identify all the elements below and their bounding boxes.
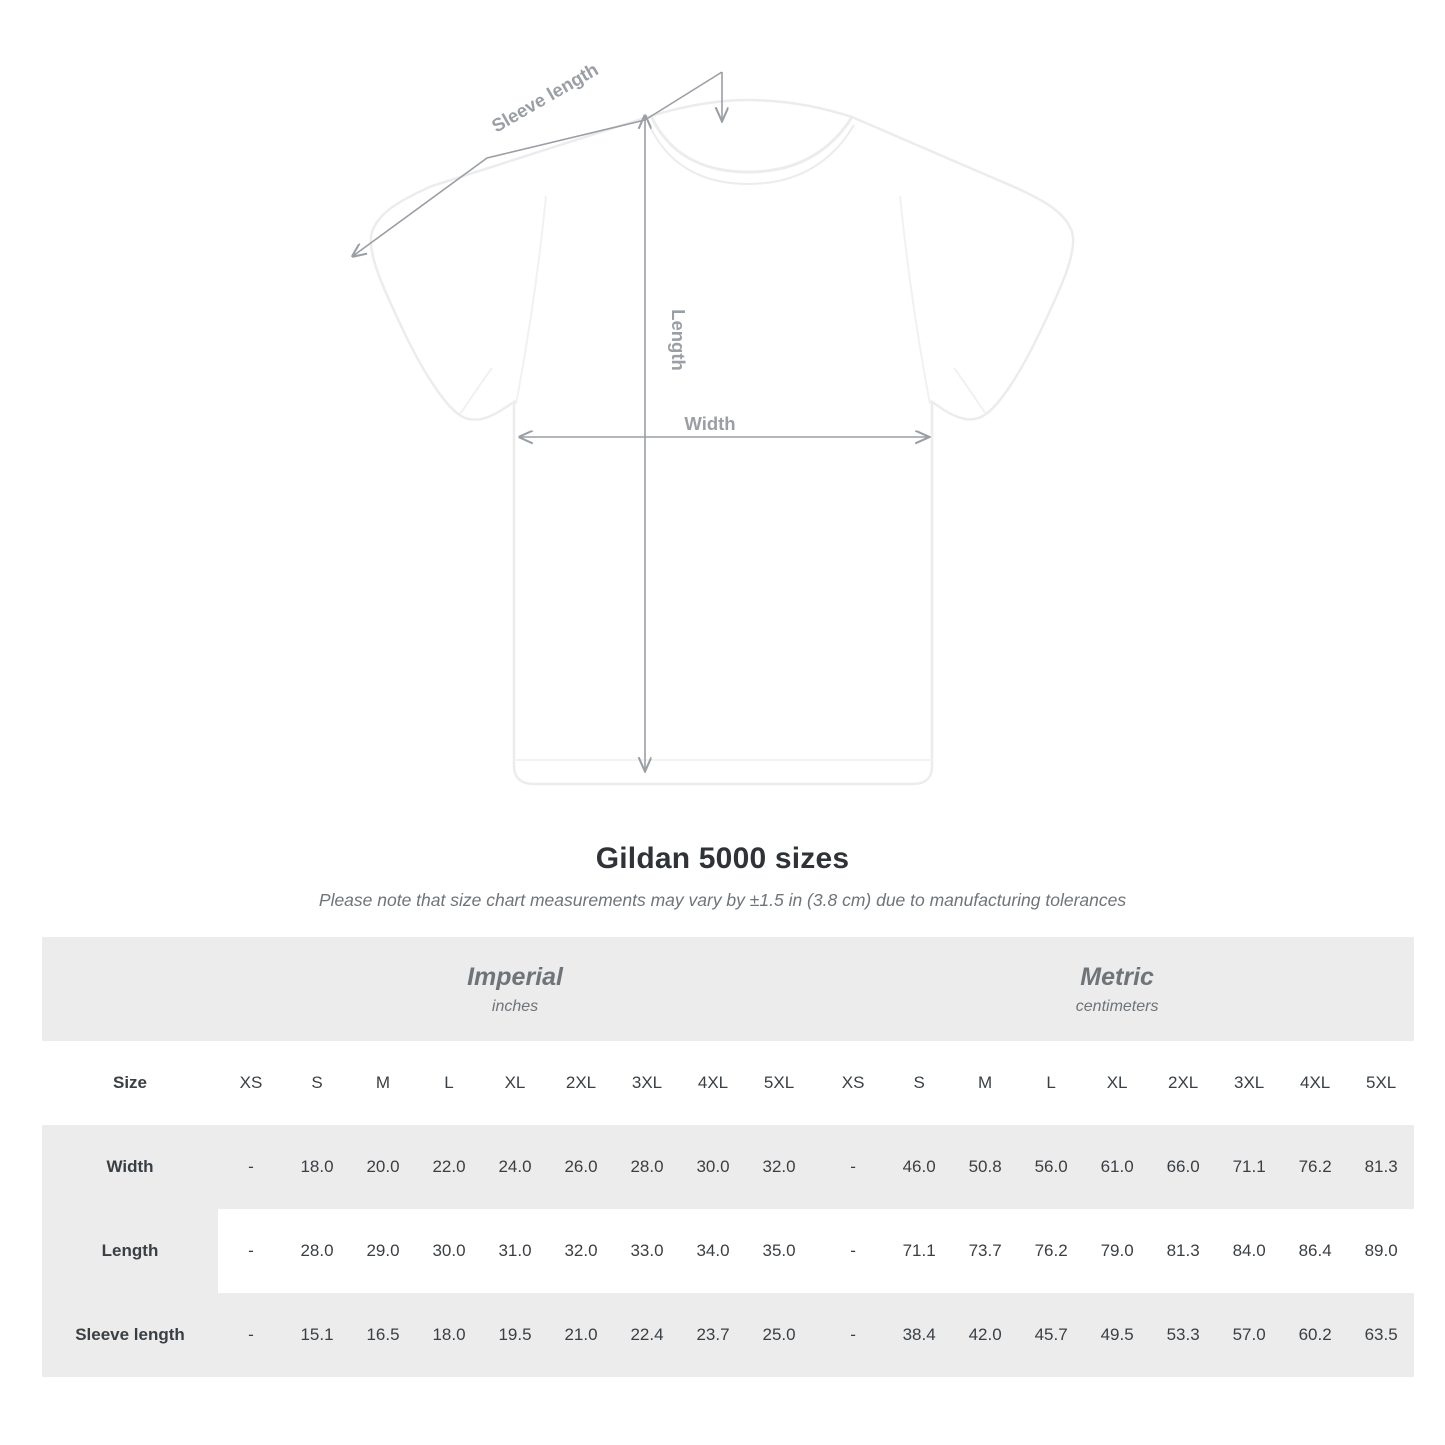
header-metric-4xl: 4XL xyxy=(1282,1041,1348,1125)
width-metric-m: 50.8 xyxy=(952,1125,1018,1209)
unit-header-row xyxy=(42,937,1414,1041)
length-metric-2xl: 81.3 xyxy=(1150,1209,1216,1293)
width-metric-4xl: 76.2 xyxy=(1282,1125,1348,1209)
size-header-row xyxy=(42,1041,1414,1125)
length-metric-3xl: 84.0 xyxy=(1216,1209,1282,1293)
width-metric-xl: 61.0 xyxy=(1084,1125,1150,1209)
sleeve-imperial-5xl: 25.0 xyxy=(746,1293,812,1377)
tshirt-shape xyxy=(371,100,1073,784)
sleeve-metric-s: 38.4 xyxy=(886,1293,952,1377)
length-metric-5xl: 89.0 xyxy=(1348,1209,1414,1293)
length-metric-4xl: 86.4 xyxy=(1282,1209,1348,1293)
header-metric-xs: XS xyxy=(820,1041,886,1125)
sleeve-imperial-xs: - xyxy=(218,1293,284,1377)
length-imperial-xs: - xyxy=(218,1209,284,1293)
width-imperial-s: 18.0 xyxy=(284,1125,350,1209)
width-imperial-2xl: 26.0 xyxy=(548,1125,614,1209)
width-imperial-xs: - xyxy=(218,1125,284,1209)
length-imperial-m: 29.0 xyxy=(350,1209,416,1293)
chart-title: Gildan 5000 sizes xyxy=(595,842,850,875)
length-imperial-l: 30.0 xyxy=(416,1209,482,1293)
length-metric-xs: - xyxy=(820,1209,886,1293)
sleeve-gap xyxy=(812,1293,820,1377)
length-gap xyxy=(812,1209,820,1293)
unit-header-spacer xyxy=(42,937,218,1041)
unit-name-imperial: Imperial xyxy=(467,963,563,992)
table-row-sleeve-length xyxy=(42,1293,1414,1377)
width-metric-5xl: 81.3 xyxy=(1348,1125,1414,1209)
sleeve-imperial-xl: 19.5 xyxy=(482,1293,548,1377)
header-metric-5xl: 5XL xyxy=(1348,1041,1414,1125)
sleeve-metric-m: 42.0 xyxy=(952,1293,1018,1377)
length-metric-l: 76.2 xyxy=(1018,1209,1084,1293)
length-metric-m: 73.7 xyxy=(952,1209,1018,1293)
length-imperial-s: 28.0 xyxy=(284,1209,350,1293)
unit-sub-imperial: inches xyxy=(491,997,539,1015)
sleeve-imperial-4xl: 23.7 xyxy=(680,1293,746,1377)
row-label-length: Length xyxy=(42,1209,218,1293)
width-imperial-m: 20.0 xyxy=(350,1125,416,1209)
unit-sub-metric: centimeters xyxy=(1075,997,1159,1015)
sleeve-metric-5xl: 63.5 xyxy=(1348,1293,1414,1377)
sleeve-imperial-3xl: 22.4 xyxy=(614,1293,680,1377)
sleeve-imperial-2xl: 21.0 xyxy=(548,1293,614,1377)
width-imperial-4xl: 30.0 xyxy=(680,1125,746,1209)
size-table xyxy=(42,937,1414,1377)
size-table-wrapper xyxy=(42,937,1403,1377)
header-metric-xl: XL xyxy=(1084,1041,1150,1125)
length-imperial-3xl: 33.0 xyxy=(614,1209,680,1293)
width-imperial-xl: 24.0 xyxy=(482,1125,548,1209)
unit-header-imperial xyxy=(218,937,812,1041)
sleeve-length-label: Sleeve length xyxy=(487,58,602,137)
header-imperial-xs: XS xyxy=(218,1041,284,1125)
chart-note: Please note that size chart measurements may vary by ±1.5 in (3.8 cm) due to manufacturing tolerances xyxy=(318,890,1127,910)
header-imperial-2xl: 2XL xyxy=(548,1041,614,1125)
width-imperial-l: 22.0 xyxy=(416,1125,482,1209)
header-metric-s: S xyxy=(886,1041,952,1125)
length-imperial-xl: 31.0 xyxy=(482,1209,548,1293)
width-label: Width xyxy=(684,413,736,434)
header-imperial-s: S xyxy=(284,1041,350,1125)
row-label-sleeve-length: Sleeve length xyxy=(42,1293,218,1377)
width-metric-2xl: 66.0 xyxy=(1150,1125,1216,1209)
header-metric-l: L xyxy=(1018,1041,1084,1125)
header-gap xyxy=(812,1041,820,1125)
unit-name-metric: Metric xyxy=(1080,963,1154,992)
header-imperial-m: M xyxy=(350,1041,416,1125)
header-imperial-3xl: 3XL xyxy=(614,1041,680,1125)
header-imperial-l: L xyxy=(416,1041,482,1125)
row-label-width: Width xyxy=(42,1125,218,1209)
header-metric-3xl: 3XL xyxy=(1216,1041,1282,1125)
sleeve-metric-3xl: 57.0 xyxy=(1216,1293,1282,1377)
title-block xyxy=(0,842,1445,911)
length-label: Length xyxy=(668,309,689,371)
width-metric-3xl: 71.1 xyxy=(1216,1125,1282,1209)
sleeve-metric-4xl: 60.2 xyxy=(1282,1293,1348,1377)
header-metric-2xl: 2XL xyxy=(1150,1041,1216,1125)
unit-header-gap xyxy=(812,937,820,1041)
header-size-label: Size xyxy=(42,1041,218,1125)
width-metric-s: 46.0 xyxy=(886,1125,952,1209)
table-row-length xyxy=(42,1209,1414,1293)
width-gap xyxy=(812,1125,820,1209)
width-metric-xs: - xyxy=(820,1125,886,1209)
width-imperial-3xl: 28.0 xyxy=(614,1125,680,1209)
header-metric-m: M xyxy=(952,1041,1018,1125)
header-imperial-5xl: 5XL xyxy=(746,1041,812,1125)
sleeve-metric-xs: - xyxy=(820,1293,886,1377)
header-imperial-4xl: 4XL xyxy=(680,1041,746,1125)
length-imperial-4xl: 34.0 xyxy=(680,1209,746,1293)
length-imperial-2xl: 32.0 xyxy=(548,1209,614,1293)
width-imperial-5xl: 32.0 xyxy=(746,1125,812,1209)
width-metric-l: 56.0 xyxy=(1018,1125,1084,1209)
header-imperial-xl: XL xyxy=(482,1041,548,1125)
sleeve-imperial-l: 18.0 xyxy=(416,1293,482,1377)
length-metric-xl: 79.0 xyxy=(1084,1209,1150,1293)
length-imperial-5xl: 35.0 xyxy=(746,1209,812,1293)
unit-header-metric xyxy=(820,937,1414,1041)
table-row-width xyxy=(42,1125,1414,1209)
sleeve-metric-xl: 49.5 xyxy=(1084,1293,1150,1377)
sleeve-metric-2xl: 53.3 xyxy=(1150,1293,1216,1377)
sleeve-imperial-m: 16.5 xyxy=(350,1293,416,1377)
sleeve-metric-l: 45.7 xyxy=(1018,1293,1084,1377)
length-metric-s: 71.1 xyxy=(886,1209,952,1293)
sleeve-imperial-s: 15.1 xyxy=(284,1293,350,1377)
